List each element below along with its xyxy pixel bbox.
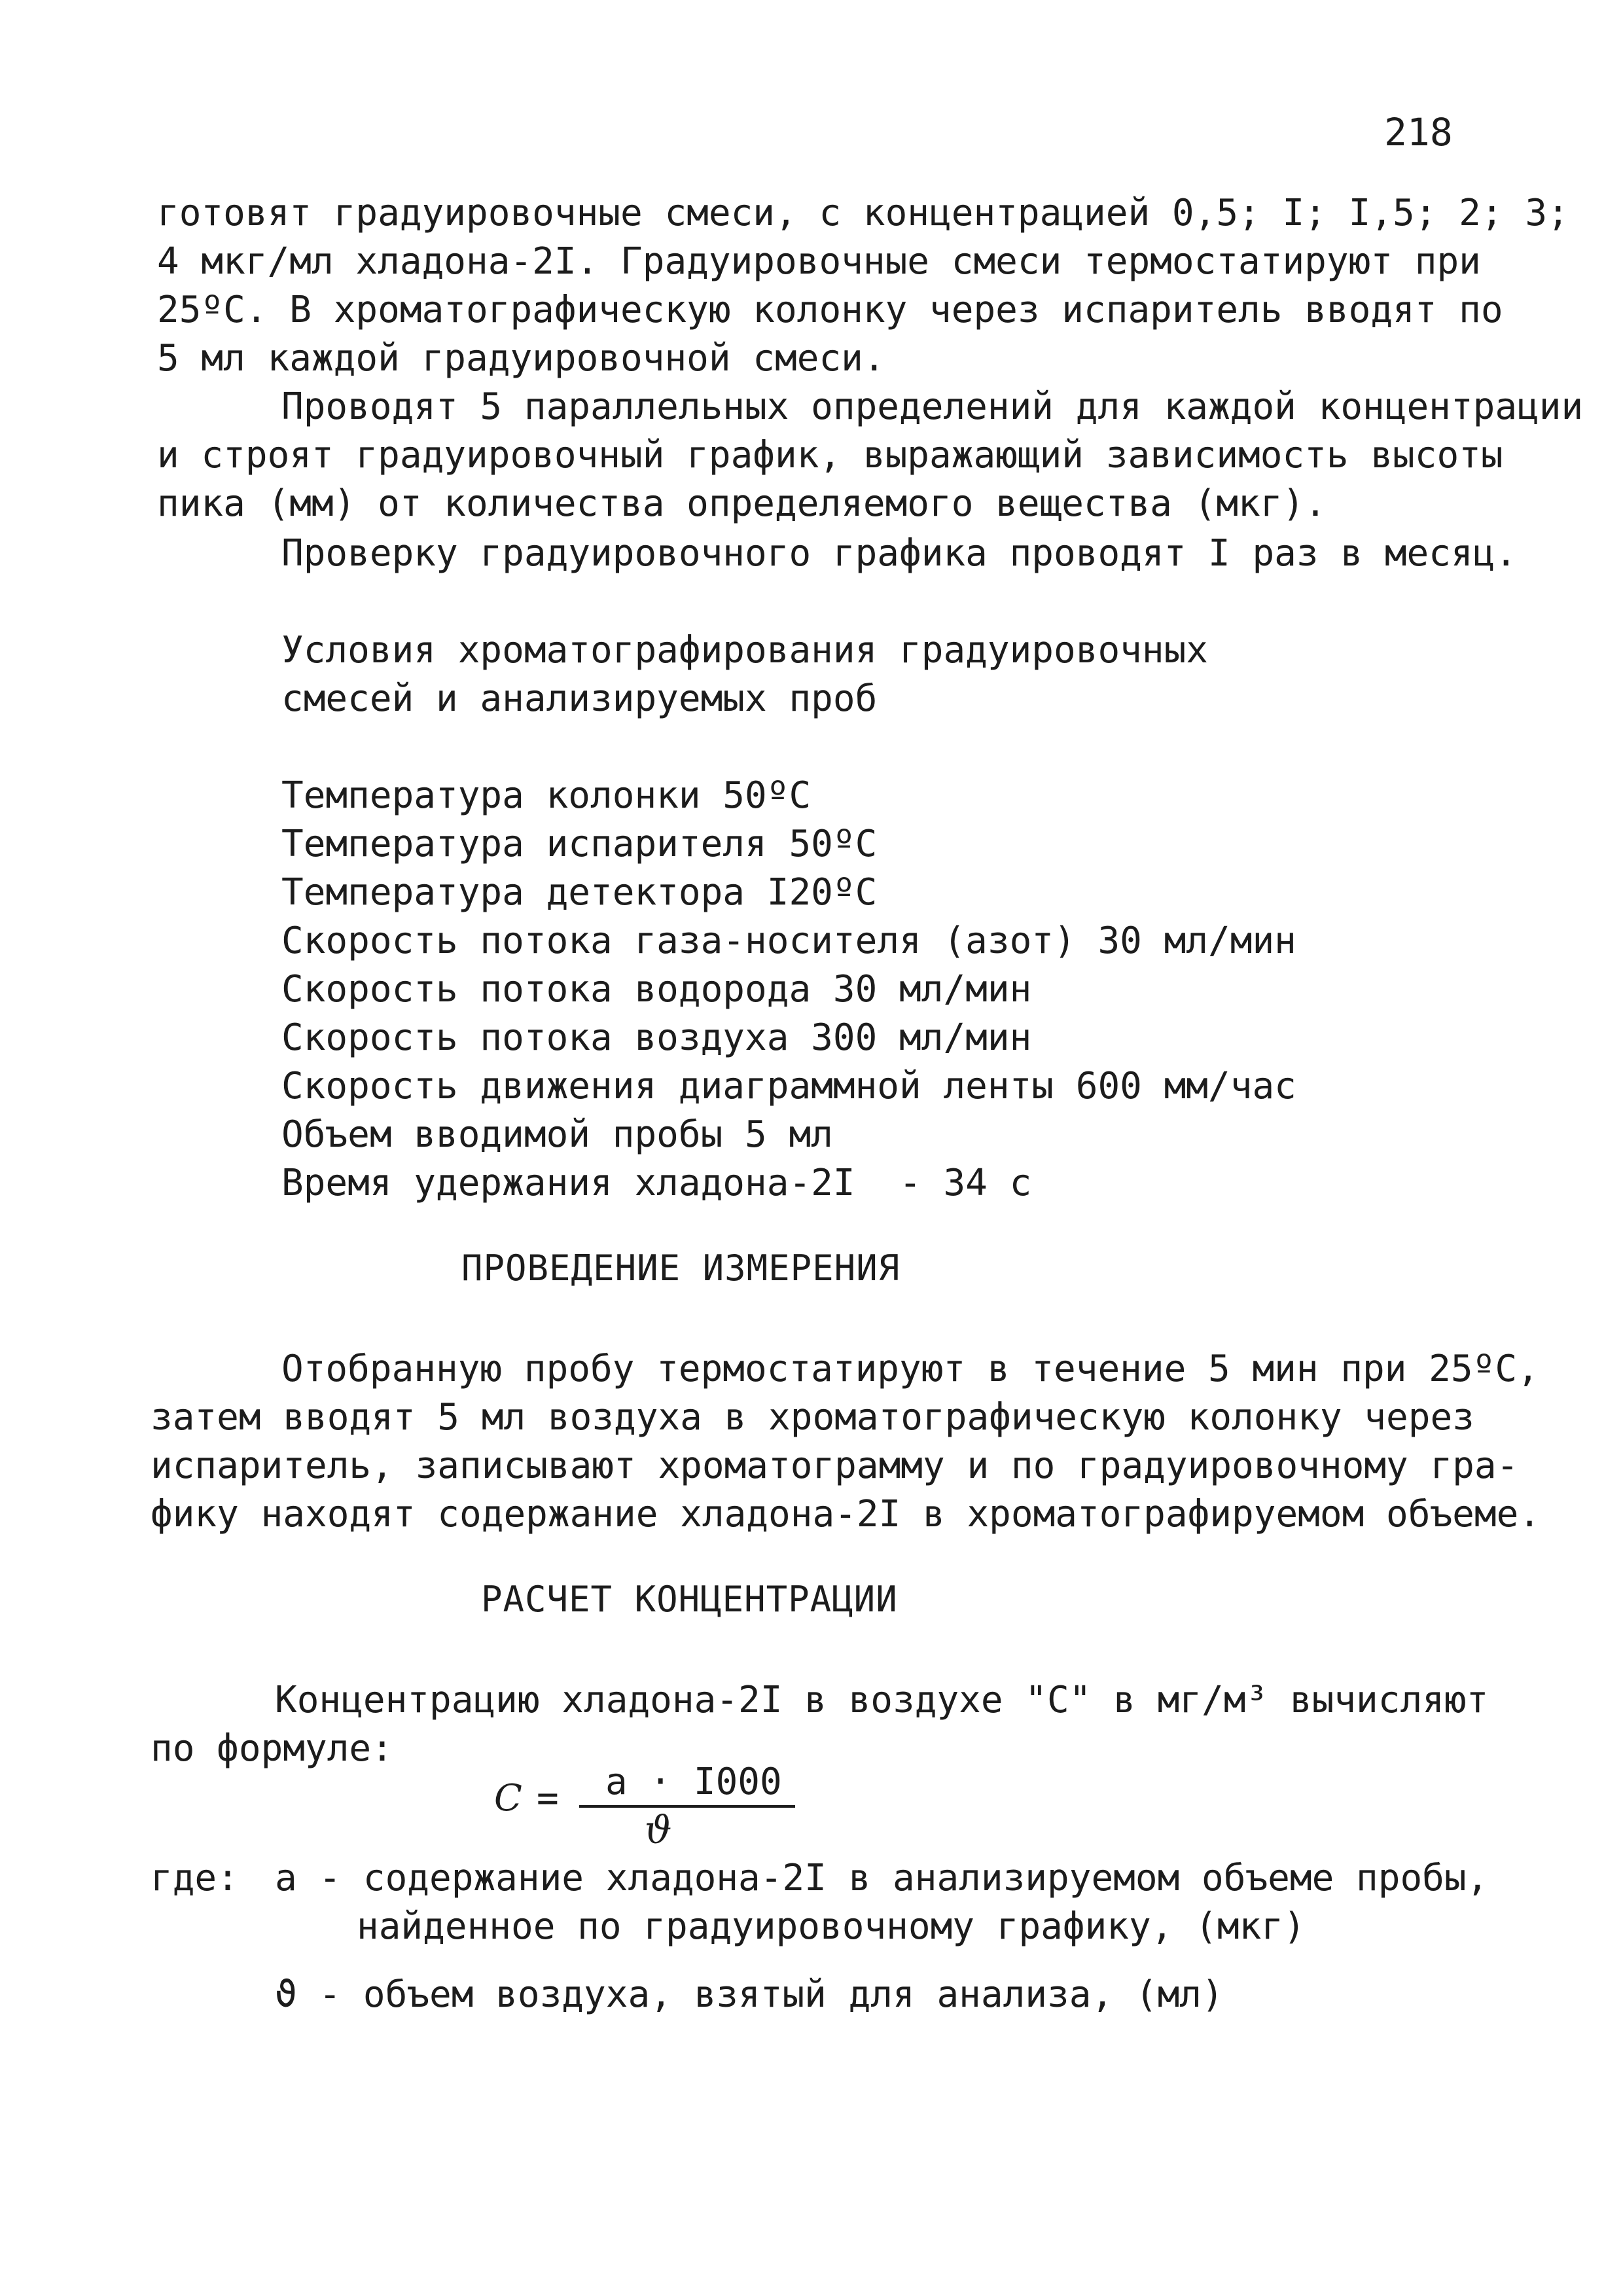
measurement-heading: ПРОВЕДЕНИЕ ИЗМЕРЕНИЯ [461,1247,901,1289]
calculation-heading: РАСЧЕТ КОНЦЕНТРАЦИИ [481,1579,898,1620]
conditions-title-line-2: смесей и анализируемых проб [281,677,878,720]
definition-a-continued: найденное по градуировочному графику, (мкг) [357,1905,1306,1948]
page-number: 218 [1384,110,1453,154]
condition-chart-speed: Скорость движения диаграммной ленты 600 мм/час [281,1065,1296,1107]
intro-line-4: 5 мл каждой градуировочной смеси. [157,337,885,380]
calculation-intro-line-2: по формуле: [151,1727,393,1770]
condition-evaporator-temp: Температура испарителя 50ºC [281,823,878,865]
intro-line-3: 25ºC. В хроматографическую колонку через испаритель вводят по [157,289,1503,331]
condition-sample-volume: Объем вводимой пробы 5 мл [281,1113,833,1156]
parallel-line-1: Проводят 5 параллельных определений для каждой концентрации [281,386,1584,428]
definition-v: ϑ - объем воздуха, взятый для анализа, (мл) [275,1973,1224,2016]
condition-retention-time: Время удержания хладона-2I - 34 с [281,1162,1032,1204]
condition-air-flow: Скорость потока воздуха 300 мл/мин [281,1016,1032,1059]
measurement-line-4: фику находят содержание хладона-2I в хроматографируемом объеме. [151,1493,1541,1535]
measurement-line-2: затем вводят 5 мл воздуха в хроматографическую колонку через [151,1396,1474,1439]
condition-carrier-gas-flow: Скорость потока газа-носителя (азот) 30 мл/мин [281,920,1296,962]
measurement-line-3: испаритель, записывают хроматограмму и по градуировочному гра- [151,1444,1519,1487]
definition-a: а - содержание хладона-2I в анализируемом объеме пробы, [275,1857,1489,1899]
condition-detector-temp: Температура детектора I20ºC [281,871,878,914]
where-label: где: [151,1857,239,1899]
formula-lhs: С [494,1777,522,1820]
parallel-line-3: пика (мм) от количества определяемого вещества (мкг). [157,482,1327,525]
formula-denominator: ϑ [645,1808,672,1852]
conditions-title-line-1: Условия хроматографирования градуировочных [281,629,1209,672]
intro-line-1: готовят градуировочные смеси, с концентрацией 0,5; I; I,5; 2; 3; [157,192,1569,234]
measurement-line-1: Отобранную пробу термостатируют в течение 5 мин при 25ºC, [281,1348,1539,1390]
calculation-intro-line-1: Концентрацию хладона-2I в воздухе "С" в мг/м³ вычисляют [275,1679,1489,1721]
formula-numerator: а · I000 [605,1761,782,1803]
fraction-bar [579,1805,795,1808]
condition-hydrogen-flow: Скорость потока водорода 30 мл/мин [281,968,1032,1011]
concentration-formula [494,1761,821,1852]
parallel-line-2: и строят градуировочный график, выражающий зависимость высоты [157,434,1503,476]
formula-equals: = [537,1777,559,1820]
intro-line-2: 4 мкг/мл хладона-2I. Градуировочные смеси термостатируют при [157,240,1481,283]
condition-column-temp: Температура колонки 50ºC [281,774,812,817]
check-line: Проверку градуировочного графика проводят I раз в месяц. [281,532,1518,575]
